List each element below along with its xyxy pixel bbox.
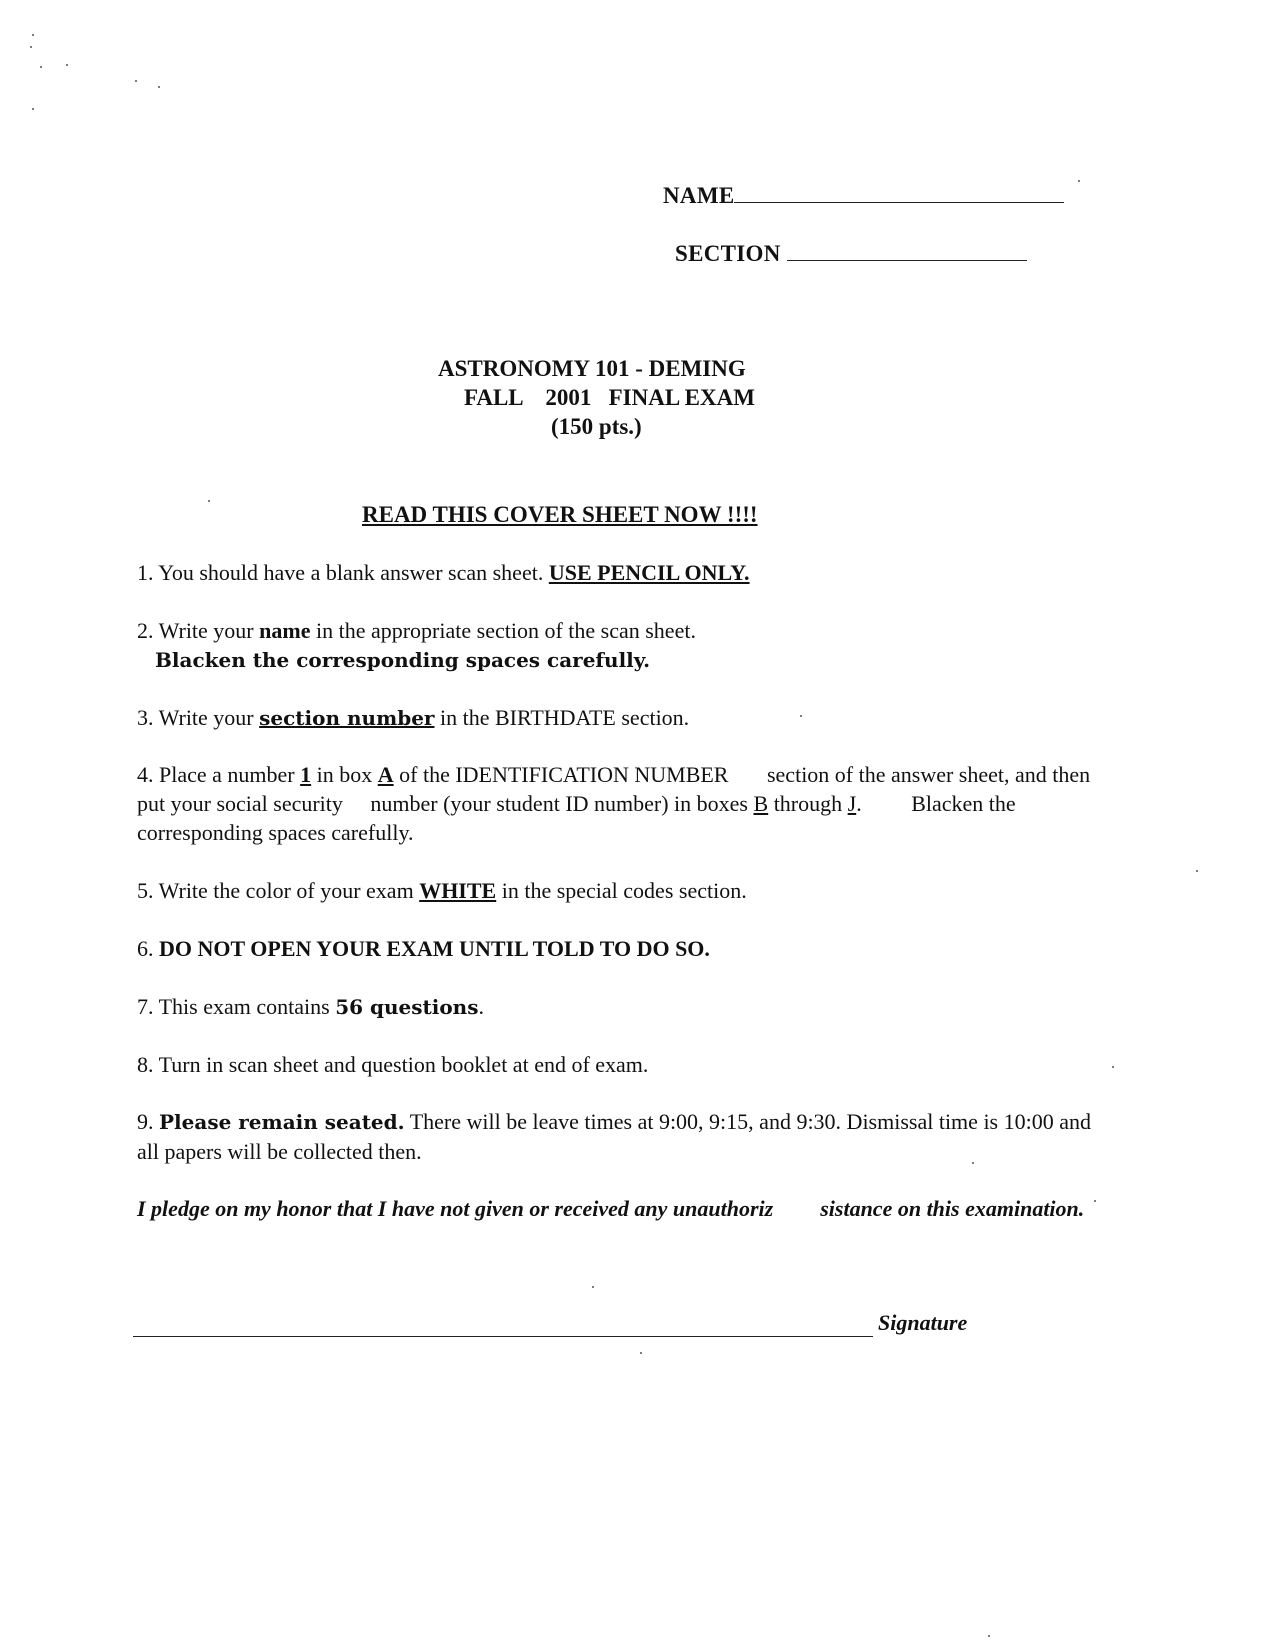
scan-speck xyxy=(158,86,160,88)
scan-speck xyxy=(208,500,210,502)
item-number: 6. xyxy=(137,936,154,961)
item-text: of the IDENTIFICATION NUMBER xyxy=(399,762,729,787)
scan-speck xyxy=(40,66,42,68)
box-b: B xyxy=(753,791,769,816)
instruction-5 xyxy=(137,876,1127,905)
item-number: 8. xyxy=(137,1052,154,1077)
scan-speck xyxy=(1112,1066,1114,1068)
name-field xyxy=(663,182,1064,209)
item-text: Place a number xyxy=(159,762,295,787)
item-text: Blacken the corresponding spaces carefully. xyxy=(137,791,1016,845)
signature-line xyxy=(133,1335,873,1337)
instruction-1 xyxy=(137,558,1127,587)
scan-speck xyxy=(1078,180,1080,182)
scan-speck xyxy=(640,1352,642,1354)
item-text: number (your student ID number) in boxes xyxy=(370,791,748,816)
box-a: A xyxy=(377,762,394,787)
item-number: 4. xyxy=(137,762,154,787)
exam-points: (150 pts.) xyxy=(551,414,642,439)
section-label: SECTION xyxy=(675,241,781,266)
item-text: Write your xyxy=(158,618,254,643)
item-subtext: Blacken the corresponding spaces carefully. xyxy=(155,648,651,672)
scan-speck xyxy=(30,46,32,48)
instruction-3 xyxy=(137,703,1127,733)
pledge-text: I pledge on my honor that I have not given or received any unauthoriz xyxy=(137,1196,774,1221)
scan-speck xyxy=(32,34,34,36)
item-text: This exam contains xyxy=(158,994,330,1019)
scan-speck xyxy=(972,1162,974,1164)
scan-speck xyxy=(135,80,137,82)
scan-speck xyxy=(66,64,68,66)
item-number: 5. xyxy=(137,878,154,903)
pencil-only-note: USE PENCIL ONLY. xyxy=(548,560,750,585)
item-number: 1. xyxy=(137,560,154,585)
item-text: section of the answer sheet, and then put your social security xyxy=(137,762,1091,816)
scan-speck xyxy=(988,1635,990,1637)
box-j: J xyxy=(847,791,857,816)
item-text: You should have a blank answer scan sheet. xyxy=(158,560,544,585)
item-text: Turn in scan sheet and question booklet at end of exam. xyxy=(158,1052,649,1077)
instruction-2 xyxy=(137,616,1127,675)
name-label: NAME xyxy=(663,183,735,208)
item-number: 9. xyxy=(137,1109,154,1134)
item-emphasis: section number xyxy=(259,706,435,730)
section-blank xyxy=(787,240,1027,261)
pledge-text: sistance on this examination. xyxy=(820,1196,1085,1221)
signature-label: Signature xyxy=(878,1310,968,1335)
scan-speck xyxy=(1196,870,1198,872)
item-text: . xyxy=(478,994,484,1019)
section-field xyxy=(675,240,1027,267)
item-text: through xyxy=(773,791,843,816)
item-text: Write your xyxy=(158,705,254,730)
box-number: 1 xyxy=(300,762,312,787)
item-text: in the appropriate section of the scan sheet. xyxy=(315,618,696,643)
exam-color: WHITE xyxy=(419,878,497,903)
honor-pledge xyxy=(137,1194,1137,1223)
item-text: in the BIRTHDATE section. xyxy=(439,705,690,730)
instruction-6 xyxy=(137,934,1127,963)
course-title: ASTRONOMY 101 - DEMING xyxy=(438,356,746,381)
scan-speck xyxy=(800,715,802,717)
instruction-8 xyxy=(137,1050,1127,1079)
item-number: 2. xyxy=(137,618,154,643)
item-emphasis: name xyxy=(259,618,311,643)
item-emphasis: DO NOT OPEN YOUR EXAM UNTIL TOLD TO DO SO. xyxy=(159,936,710,961)
item-text: Write the color of your exam xyxy=(158,878,414,903)
exam-title: FALL 2001 FINAL EXAM xyxy=(464,385,755,410)
name-blank xyxy=(734,182,1064,203)
scan-speck xyxy=(32,108,34,110)
instruction-4: 4. Place a number 1 in box A of the IDENTIFICATION NUMBER section of the answer sheet, and then put your social security number (your student ID number) in boxes B through J. Blacken the corresponding spaces carefully. xyxy=(137,762,1091,845)
item-text: in the special codes section. xyxy=(501,878,747,903)
scan-speck xyxy=(1094,1200,1096,1202)
question-count: 56 questions xyxy=(335,995,479,1019)
instruction-7 xyxy=(137,992,1127,1022)
item-emphasis: Please remain seated. xyxy=(159,1110,405,1134)
item-number: 7. xyxy=(137,994,154,1019)
item-text: in box xyxy=(316,762,373,787)
instruction-9 xyxy=(137,1107,1112,1166)
instructions-heading: READ THIS COVER SHEET NOW !!!! xyxy=(362,502,758,527)
item-number: 3. xyxy=(137,705,154,730)
item-text: There will be leave times at 9:00, 9:15, and 9:30. Dismissal time is 10:00 and all papers will be collected then. xyxy=(137,1109,1091,1164)
scan-speck xyxy=(592,1286,594,1288)
